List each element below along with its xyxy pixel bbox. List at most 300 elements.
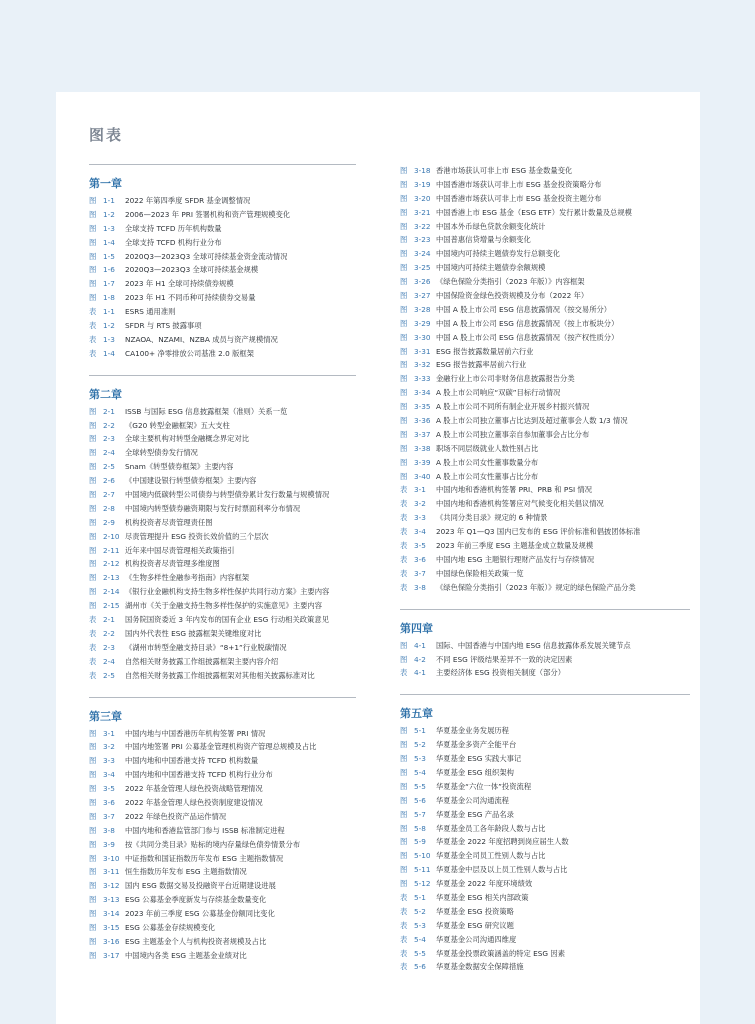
entry-type: 图	[400, 471, 408, 481]
entry-title: 2023 年 Q1—Q3 国内已发布的 ESG 评价标准和倡披团体标准	[436, 527, 641, 537]
entry-title: 中国 A 股上市公司 ESG 信息披露情况（按交易所分）	[436, 304, 612, 314]
entry-number	[400, 400, 436, 414]
entry-code: 3-33	[414, 374, 431, 384]
entry-number	[400, 206, 436, 220]
entry-code: 3-31	[414, 346, 431, 356]
toc-entry[interactable]	[400, 456, 700, 470]
entry-title: 近年来中国尽责管理相关政策指引	[125, 545, 235, 555]
entry-title: 国务院国资委近 3 年内发布的国有企业 ESG 行动相关政策意见	[125, 615, 329, 625]
toc-entry[interactable]	[400, 358, 700, 372]
toc-entry[interactable]	[400, 497, 700, 511]
entry-number	[400, 905, 436, 919]
toc-entry[interactable]	[89, 655, 389, 669]
entry-title: 金融行业上市公司非财务信息披露报告分类	[436, 374, 575, 384]
toc-entry[interactable]	[400, 372, 700, 386]
toc-entry[interactable]	[400, 639, 700, 653]
entry-number	[400, 164, 436, 178]
entry-number	[400, 414, 436, 428]
toc-entry[interactable]	[400, 386, 700, 400]
entry-code: 4-2	[414, 654, 426, 664]
entry-code: 5-10	[414, 851, 431, 861]
right-column	[400, 164, 700, 988]
entry-title: NZAOA、NZAMI、NZBA 成员与资产规模情况	[125, 334, 278, 344]
toc-entry[interactable]	[89, 460, 389, 474]
entry-title: ESRS 通用准则	[125, 307, 176, 317]
toc-entry[interactable]	[400, 877, 700, 891]
entry-title: 2020Q3—2023Q3 全球可持续基金规模	[125, 265, 259, 275]
entry-title: 《中国建设银行转型债券框架》主要内容	[125, 476, 257, 486]
toc-entry[interactable]	[89, 935, 389, 949]
toc-entry[interactable]	[400, 766, 700, 780]
entry-code: 3-20	[414, 193, 431, 203]
toc-entry[interactable]	[89, 222, 389, 236]
toc-entry[interactable]	[400, 400, 700, 414]
entry-number	[400, 456, 436, 470]
entry-title: 华夏基金数据安全保障措施	[436, 962, 524, 972]
entry-code: 3-3	[103, 756, 115, 766]
entry-code: 3-18	[414, 166, 431, 175]
entry-type: 图	[89, 293, 97, 303]
toc-entry[interactable]	[400, 567, 700, 581]
toc-entry[interactable]	[400, 808, 700, 822]
entry-code: 1-3	[103, 223, 115, 233]
entry-type: 表	[89, 642, 97, 652]
entry-type: 图	[400, 767, 408, 777]
entry-type: 表	[400, 948, 408, 958]
toc-entry[interactable]	[400, 947, 700, 961]
toc-entry[interactable]	[400, 653, 700, 667]
section-divider	[400, 609, 690, 610]
entry-type: 图	[89, 601, 97, 611]
entry-type: 图	[400, 754, 408, 764]
entry-code: 3-40	[414, 471, 431, 481]
entry-code: 2-8	[103, 503, 115, 513]
entry-code: 3-26	[414, 277, 431, 287]
toc-entry[interactable]	[89, 796, 389, 810]
entry-title: 全球支持 TCFD 机构行业分布	[125, 237, 222, 247]
entry-number	[89, 222, 125, 236]
entry-number	[400, 808, 436, 822]
toc-entry[interactable]	[400, 780, 700, 794]
entry-code: 5-5	[414, 781, 426, 791]
entry-title: 机构投资者尽责管理多维度图	[125, 559, 220, 569]
entry-title: 华夏基金 ESG 研究议题	[436, 920, 514, 930]
toc-entry[interactable]	[400, 919, 700, 933]
entry-code: 1-7	[103, 279, 115, 289]
chapter-heading: 第一章	[89, 177, 122, 190]
toc-entry[interactable]	[400, 666, 700, 680]
toc-entry[interactable]	[89, 250, 389, 264]
entry-code: 5-12	[414, 879, 431, 889]
entry-code: 2-12	[103, 559, 120, 569]
entry-type: 表	[400, 513, 408, 523]
section-divider	[89, 697, 356, 698]
entry-code: 5-6	[414, 795, 426, 805]
entry-code: 2-3	[103, 642, 115, 652]
entry-title: ESG 报告披露率居前六行业	[436, 360, 527, 370]
toc-entry[interactable]	[89, 305, 389, 319]
entry-number	[400, 192, 436, 206]
toc-entry[interactable]	[89, 599, 389, 613]
entry-number	[400, 386, 436, 400]
entry-title: 中国境内各类 ESG 主题基金业绩对比	[125, 950, 247, 960]
toc-entry[interactable]	[400, 442, 700, 456]
entry-code: 1-2	[103, 321, 115, 331]
entry-title: ISSB 与国际 ESG 信息披露框架（准则）关系一览	[125, 406, 288, 416]
entry-code: 1-4	[103, 348, 115, 358]
toc-entry[interactable]	[400, 303, 700, 317]
entry-type: 图	[89, 811, 97, 821]
entry-code: 5-1	[414, 726, 426, 736]
entry-title: A 股上市公司响应“双碳”目标行动情况	[436, 388, 561, 398]
toc-entry[interactable]	[89, 810, 389, 824]
entry-number	[89, 727, 125, 741]
toc-entry[interactable]	[400, 822, 700, 836]
toc-entry[interactable]	[89, 347, 389, 361]
entry-type: 表	[400, 554, 408, 564]
entry-type: 图	[89, 448, 97, 458]
left-column	[89, 164, 389, 977]
entry-type: 图	[89, 853, 97, 863]
entry-code: 2-13	[103, 573, 120, 583]
toc-entry[interactable]	[400, 539, 700, 553]
toc-entry[interactable]	[89, 838, 389, 852]
chapter-section	[400, 164, 700, 595]
toc-entry[interactable]	[400, 724, 700, 738]
entry-type: 图	[400, 416, 408, 426]
toc-entry[interactable]	[89, 571, 389, 585]
entry-number	[400, 877, 436, 891]
entry-title: 中国内地和中国香港支持 TCFD 机构数量	[125, 756, 259, 766]
entry-type: 图	[400, 166, 408, 175]
toc-entry[interactable]	[400, 525, 700, 539]
entry-code: 3-8	[103, 825, 115, 835]
entry-number	[89, 263, 125, 277]
entry-type: 图	[400, 851, 408, 861]
entry-number	[400, 919, 436, 933]
entry-title: 国内外代表性 ESG 披露框架关键维度对比	[125, 628, 262, 638]
entry-number	[400, 358, 436, 372]
toc-entry[interactable]	[400, 933, 700, 947]
entry-title: 机构投资者尽责管理责任图	[125, 517, 213, 527]
entry-type: 图	[89, 728, 97, 738]
entry-code: 2-9	[103, 517, 115, 527]
entry-number	[89, 460, 125, 474]
entry-type: 图	[89, 462, 97, 472]
entry-title: 中国香港市场获认可非上市 ESG 基金投资主题分布	[436, 193, 602, 203]
toc-entry[interactable]	[89, 949, 389, 963]
toc-entry[interactable]	[89, 585, 389, 599]
entry-title: 2022 年基金管理人绿色投资制度建设情况	[125, 797, 263, 807]
entry-title: 华夏基金多资产全能平台	[436, 740, 517, 750]
chapter-section	[400, 609, 700, 681]
toc-entry[interactable]	[400, 905, 700, 919]
toc-entry[interactable]	[89, 488, 389, 502]
entry-code: 3-23	[414, 235, 431, 245]
entry-type: 表	[400, 906, 408, 916]
entry-title: 中国香港市场获认可非上市 ESG 基金投资策略分布	[436, 179, 602, 189]
entry-type: 图	[89, 531, 97, 541]
entry-number	[89, 768, 125, 782]
toc-entry[interactable]	[400, 581, 700, 595]
entry-title: 香港市场获认可非上市 ESG 基金数量变化	[436, 166, 573, 175]
toc-entry[interactable]	[400, 863, 700, 877]
entry-number	[400, 303, 436, 317]
entry-number	[400, 442, 436, 456]
entry-code: 3-39	[414, 457, 431, 467]
entry-code: 3-16	[103, 936, 120, 946]
entry-number	[89, 347, 125, 361]
entry-code: 1-4	[103, 237, 115, 247]
entry-code: 5-4	[414, 767, 426, 777]
entry-type: 图	[89, 209, 97, 219]
toc-entry[interactable]	[400, 233, 700, 247]
toc-entry[interactable]	[89, 740, 389, 754]
entry-type: 图	[400, 879, 408, 889]
toc-entry[interactable]	[89, 921, 389, 935]
toc-entry[interactable]	[89, 893, 389, 907]
entry-code: 1-5	[103, 251, 115, 261]
entry-number	[89, 613, 125, 627]
toc-entry[interactable]	[400, 414, 700, 428]
entry-title: 《银行业金融机构支持生物多样性保护共同行动方案》主要内容	[125, 587, 330, 597]
entry-title: 全球转型债券发行情况	[125, 448, 198, 458]
toc-entry[interactable]	[400, 261, 700, 275]
entry-code: 3-17	[103, 950, 120, 960]
entry-type: 图	[400, 277, 408, 287]
chapter-heading: 第五章	[400, 707, 433, 721]
toc-entry[interactable]	[89, 263, 389, 277]
toc-entry[interactable]	[89, 474, 389, 488]
entry-code: 3-19	[414, 179, 431, 189]
entry-number	[400, 275, 436, 289]
toc-entry[interactable]	[89, 852, 389, 866]
entry-number	[400, 525, 436, 539]
entry-number	[400, 822, 436, 836]
entry-number	[400, 960, 436, 974]
entry-number	[89, 419, 125, 433]
entry-type: 图	[89, 784, 97, 794]
toc-entry[interactable]	[400, 289, 700, 303]
entry-code: 3-14	[103, 909, 120, 919]
entry-number	[89, 599, 125, 613]
entry-code: 2-1	[103, 615, 115, 625]
toc-entry[interactable]	[89, 530, 389, 544]
toc-entry[interactable]	[400, 849, 700, 863]
entry-number	[400, 933, 436, 947]
entry-number	[89, 627, 125, 641]
entry-title: 华夏基金“六位一体”投资流程	[436, 781, 532, 791]
toc-entry[interactable]	[89, 432, 389, 446]
entry-number	[400, 317, 436, 331]
entry-number	[89, 571, 125, 585]
chapter-heading: 第四章	[400, 621, 433, 635]
toc-entry[interactable]	[400, 247, 700, 261]
entry-code: 3-25	[414, 263, 431, 273]
toc-entry[interactable]	[400, 752, 700, 766]
toc-entry[interactable]	[400, 738, 700, 752]
toc-entry[interactable]	[89, 782, 389, 796]
toc-entry[interactable]	[89, 236, 389, 250]
entry-title: A 股上市公司独立董事占比达到及超过董事会人数 1/3 情况	[436, 416, 628, 426]
entry-type: 表	[89, 307, 97, 317]
entry-number	[89, 488, 125, 502]
toc-entry[interactable]	[400, 960, 700, 974]
section-divider	[89, 375, 356, 376]
entry-type: 图	[89, 587, 97, 597]
entry-code: 3-15	[103, 922, 120, 932]
toc-entry[interactable]	[89, 768, 389, 782]
entry-code: 3-8	[414, 582, 426, 592]
entry-number	[400, 497, 436, 511]
toc-entry[interactable]	[400, 835, 700, 849]
toc-entry[interactable]	[89, 544, 389, 558]
entry-type: 表	[89, 321, 97, 331]
toc-entry[interactable]	[400, 220, 700, 234]
entry-title: 按《共同分类目录》贴标的境内存量绿色债券情景分布	[125, 839, 301, 849]
entry-type: 图	[400, 837, 408, 847]
toc-entry[interactable]	[89, 627, 389, 641]
toc-entry[interactable]	[89, 557, 389, 571]
entry-code: 3-4	[103, 770, 115, 780]
entry-number	[89, 921, 125, 935]
entry-title: 中国境内转型债券融资期限与发行时票面利率分布情况	[125, 503, 301, 513]
toc-entry[interactable]	[89, 641, 389, 655]
entry-type: 图	[400, 207, 408, 217]
toc-entry[interactable]	[400, 164, 700, 178]
toc-entry[interactable]	[400, 511, 700, 525]
entry-type: 图	[89, 922, 97, 932]
toc-entry[interactable]	[400, 275, 700, 289]
entry-code: 3-3	[414, 513, 426, 523]
toc-entry[interactable]	[89, 824, 389, 838]
entry-title: 全球主要机构对转型金融概念界定对比	[125, 434, 250, 444]
entry-title: 2023 年 H1 全球可持续债券规模	[125, 279, 234, 289]
entry-number	[400, 891, 436, 905]
entry-title: 华夏基金 ESG 投资策略	[436, 906, 514, 916]
entry-type: 表	[89, 628, 97, 638]
entry-title: 中国境内可持续主题债券余额规模	[436, 263, 546, 273]
entry-type: 表	[400, 541, 408, 551]
toc-entry[interactable]	[89, 446, 389, 460]
entry-title: 《绿色保险分类指引（2023 年版）》规定的绿色保险产品分类	[436, 582, 636, 592]
toc-entry[interactable]	[89, 879, 389, 893]
toc-entry[interactable]	[89, 669, 389, 683]
toc-entry[interactable]	[400, 428, 700, 442]
toc-entry[interactable]	[400, 206, 700, 220]
entry-code: 3-32	[414, 360, 431, 370]
entry-type: 图	[89, 503, 97, 513]
entry-code: 5-9	[414, 837, 426, 847]
entry-title: A 股上市公司独立董事亲自参加董事会占比分布	[436, 429, 590, 439]
entry-number	[89, 949, 125, 963]
toc-entry[interactable]	[400, 483, 700, 497]
entry-type: 图	[400, 640, 408, 650]
toc-entry[interactable]	[89, 907, 389, 921]
entry-number	[400, 581, 436, 595]
toc-entry[interactable]	[89, 754, 389, 768]
entry-code: 3-7	[103, 811, 115, 821]
entry-number	[89, 865, 125, 879]
entry-code: 1-1	[103, 196, 115, 205]
entry-title: 中国普惠信贷增量与余额变化	[436, 235, 531, 245]
entry-title: ESG 公募基金存续规模变化	[125, 922, 216, 932]
entry-type: 图	[89, 867, 97, 877]
toc-entry[interactable]	[89, 419, 389, 433]
toc-entry[interactable]	[89, 502, 389, 516]
entry-number	[89, 474, 125, 488]
toc-entry[interactable]	[400, 331, 700, 345]
toc-entry[interactable]	[89, 291, 389, 305]
entry-code: 3-27	[414, 291, 431, 301]
entry-number	[400, 653, 436, 667]
entry-type: 表	[400, 527, 408, 537]
entry-number	[89, 277, 125, 291]
entry-title: 华夏基金中层及以上员工性别人数与占比	[436, 865, 568, 875]
entry-code: 5-8	[414, 823, 426, 833]
entry-number	[400, 539, 436, 553]
toc-entry[interactable]	[400, 178, 700, 192]
toc-entry[interactable]	[400, 192, 700, 206]
entry-title: 中国境内可持续主题债券发行总额变化	[436, 249, 561, 259]
entry-number	[89, 641, 125, 655]
entry-code: 2-2	[103, 628, 115, 638]
entry-number	[89, 291, 125, 305]
entry-title: 《湖州市转型金融支持目录》“8+1”行业脱碳情况	[125, 642, 287, 652]
entry-number	[89, 544, 125, 558]
entry-code: 2-4	[103, 656, 115, 666]
toc-entry[interactable]	[89, 613, 389, 627]
toc-entry[interactable]	[89, 319, 389, 333]
entry-title: ESG 主题基金个人与机构投资者规模及占比	[125, 936, 267, 946]
entry-type: 图	[89, 265, 97, 275]
toc-entry[interactable]	[400, 794, 700, 808]
entry-code: 1-3	[103, 334, 115, 344]
entry-type: 图	[400, 865, 408, 875]
toc-entry[interactable]	[400, 317, 700, 331]
entry-type: 表	[89, 334, 97, 344]
toc-entry[interactable]	[89, 516, 389, 530]
toc-entry[interactable]	[89, 333, 389, 347]
toc-entry[interactable]	[89, 865, 389, 879]
entry-type: 图	[89, 406, 97, 416]
entry-number	[400, 639, 436, 653]
toc-entry[interactable]	[400, 470, 700, 484]
entry-title: 中国绿色保险相关政策一览	[436, 568, 524, 578]
toc-entry[interactable]	[89, 194, 389, 208]
toc-entry[interactable]	[400, 553, 700, 567]
entry-code: 2-3	[103, 434, 115, 444]
toc-entry[interactable]	[400, 345, 700, 359]
entry-title: SFDR 与 RTS 披露事项	[125, 321, 202, 331]
toc-entry[interactable]	[89, 727, 389, 741]
toc-entry[interactable]	[89, 208, 389, 222]
entry-type: 图	[89, 237, 97, 247]
entry-number	[89, 782, 125, 796]
entry-code: 3-38	[414, 443, 431, 453]
toc-entry[interactable]	[89, 277, 389, 291]
entry-type: 图	[89, 573, 97, 583]
entry-code: 4-1	[414, 668, 426, 678]
entry-code: 5-7	[414, 809, 426, 819]
entry-number	[400, 289, 436, 303]
toc-entry[interactable]	[89, 405, 389, 419]
entry-type: 表	[400, 485, 408, 495]
entry-type: 表	[400, 920, 408, 930]
toc-entry[interactable]	[400, 891, 700, 905]
entry-type: 图	[89, 517, 97, 527]
entry-number	[400, 849, 436, 863]
